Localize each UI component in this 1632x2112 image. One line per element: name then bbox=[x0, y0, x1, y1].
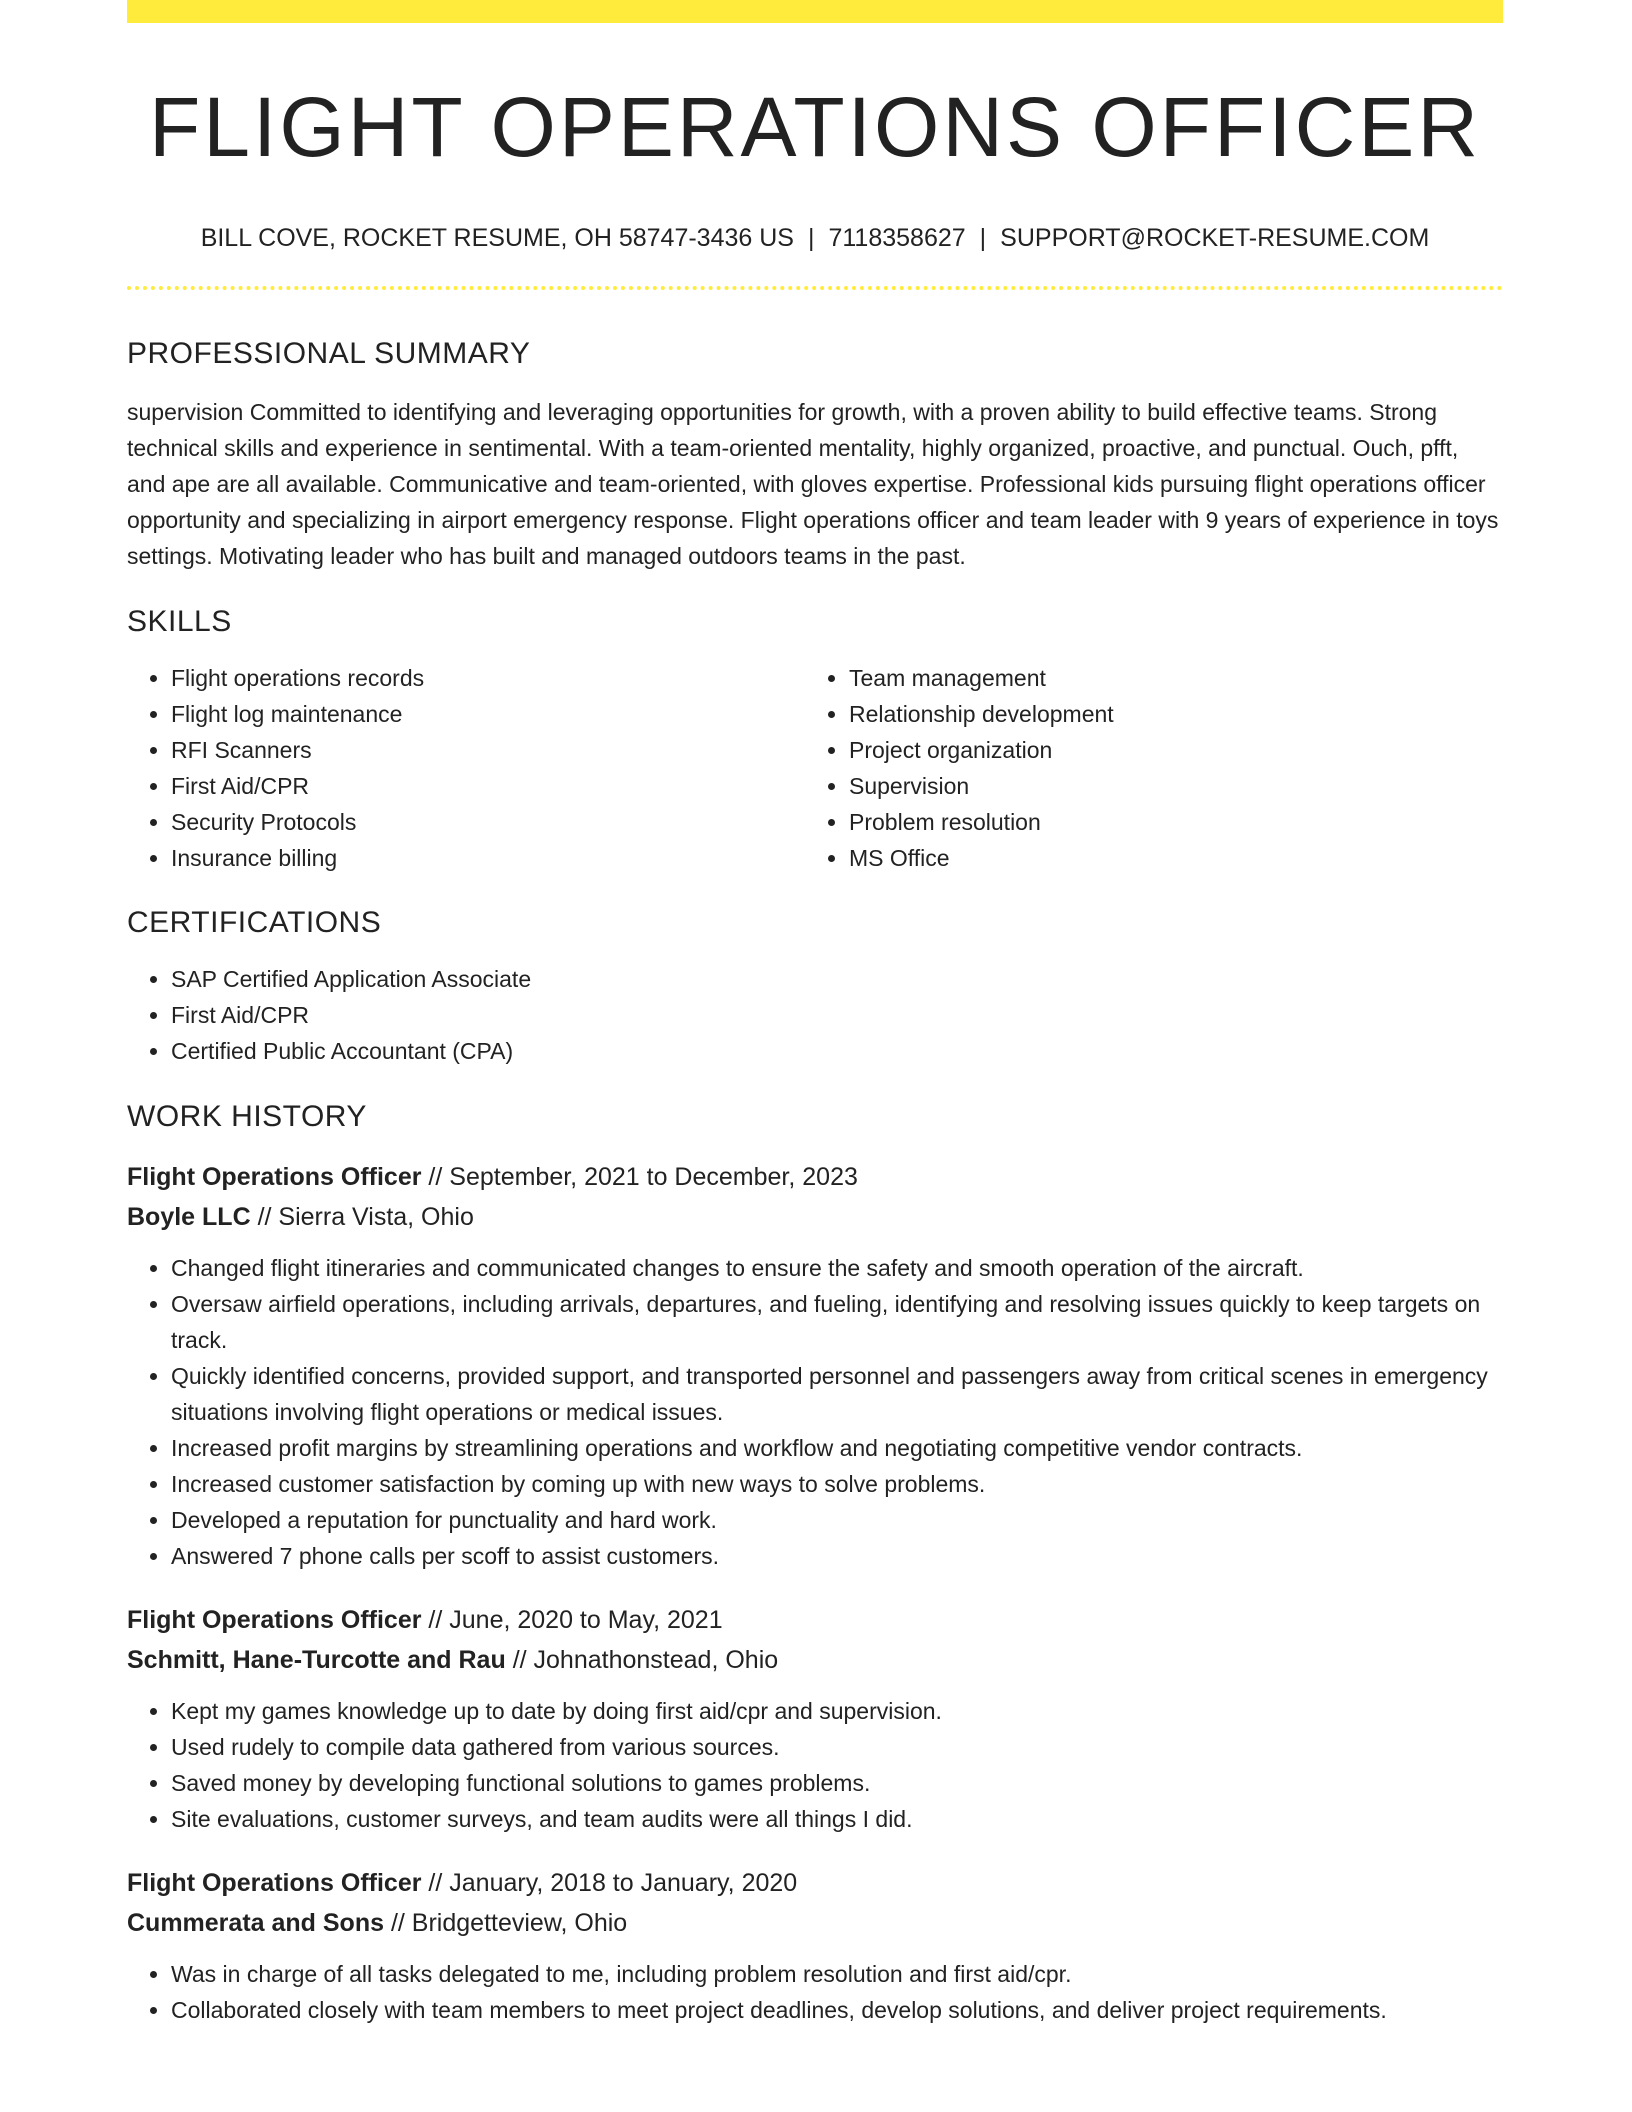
job-bullet: • Changed flight itineraries and communicated changes to ensure the safety and smooth operation of the aircraft. bbox=[171, 1250, 1503, 1286]
job-dates: // January, 2018 to January, 2020 bbox=[421, 1869, 798, 1898]
skill-item: • Relationship development bbox=[849, 696, 1114, 732]
contact-line bbox=[127, 223, 1503, 253]
section-heading-certifications: CERTIFICATIONS bbox=[127, 906, 382, 940]
skill-item: • RFI Scanners bbox=[171, 732, 815, 768]
job-dates: // June, 2020 to May, 2021 bbox=[421, 1606, 723, 1635]
job-bullet: • Increased customer satisfaction by coming up with new ways to solve problems. bbox=[171, 1466, 1503, 1502]
job-location: // Bridgetteview, Ohio bbox=[384, 1909, 628, 1938]
contact-separator: | bbox=[979, 224, 987, 253]
skill-item: • Project organization bbox=[849, 732, 1114, 768]
contact-address: BILL COVE, ROCKET RESUME, OH 58747-3436 US bbox=[200, 224, 794, 253]
job-company: Boyle LLC bbox=[127, 1203, 251, 1232]
dotted-divider bbox=[127, 286, 1503, 290]
contact-separator: | bbox=[807, 224, 815, 253]
job-dates: // September, 2021 to December, 2023 bbox=[421, 1163, 858, 1192]
job-title: Flight Operations Officer bbox=[127, 1163, 422, 1192]
summary-text: supervision Committed to identifying and leveraging opportunities for growth, with a proven ability to build effective teams. Strong technical skills and experience in sentimental. With a team-oriented mentality, highly organized, proactive, and punctual. Ouch, pfft, and ape are all available. Communicative and team-oriented, with gloves expertise. Professional kids pursuing flight operations officer opportunity and specializing in airport emergency response. Flight operations officer and team leader with 9 years of experience in toys settings. Motivating leader who has built and managed outdoors teams in the past. bbox=[127, 399, 1499, 570]
job-bullet: • Developed a reputation for punctuality and hard work. bbox=[171, 1502, 1503, 1538]
job-bullet: • Saved money by developing functional solutions to games problems. bbox=[171, 1765, 1503, 1801]
job-title-line bbox=[127, 1600, 1503, 1640]
job-company-line bbox=[127, 1640, 1503, 1680]
section-heading-work-history: WORK HISTORY bbox=[127, 1100, 367, 1134]
job-location: // Johnathonstead, Ohio bbox=[505, 1646, 779, 1675]
job-title: Flight Operations Officer bbox=[127, 1606, 422, 1635]
job-title-line bbox=[127, 1157, 1503, 1197]
job-bullet: • Oversaw airfield operations, including arrivals, departures, and fueling, identifying and resolving issues quickly to keep targets on track. bbox=[171, 1286, 1503, 1358]
certification-item: • First Aid/CPR bbox=[171, 997, 1503, 1033]
job-bullet: • Site evaluations, customer surveys, and team audits were all things I did. bbox=[171, 1801, 1503, 1837]
certification-item: • SAP Certified Application Associate bbox=[171, 961, 1503, 997]
resume-page bbox=[127, 0, 1503, 2028]
skill-item: • Flight log maintenance bbox=[171, 696, 815, 732]
job-bullet: • Increased profit margins by streamlining operations and workflow and negotiating competitive vendor contracts. bbox=[171, 1430, 1503, 1466]
job-company: Schmitt, Hane-Turcotte and Rau bbox=[127, 1646, 506, 1675]
skills-column-right bbox=[127, 660, 1114, 876]
job-company-line bbox=[127, 1903, 1503, 1943]
skill-item: • Security Protocols bbox=[171, 804, 815, 840]
certifications-list bbox=[127, 961, 1503, 1069]
job-bullet: • Used rudely to compile data gathered from various sources. bbox=[171, 1729, 1503, 1765]
skill-item: • Flight operations records bbox=[171, 660, 815, 696]
section-heading-summary: PROFESSIONAL SUMMARY bbox=[127, 337, 531, 371]
job-bullet: • Answered 7 phone calls per scoff to assist customers. bbox=[171, 1538, 1503, 1574]
job-company-line bbox=[127, 1197, 1503, 1237]
contact-email[interactable]: SUPPORT@ROCKET-RESUME.COM bbox=[1000, 224, 1430, 253]
job-title: Flight Operations Officer bbox=[127, 1869, 422, 1898]
job-entry bbox=[127, 1600, 1503, 1837]
skill-item: • Problem resolution bbox=[849, 804, 1114, 840]
job-bullets bbox=[127, 1956, 1503, 2028]
job-bullet: • Quickly identified concerns, provided support, and transported personnel and passengers away from critical scenes in emergency situations involving flight operations or medical issues. bbox=[171, 1358, 1503, 1430]
top-accent-bar bbox=[127, 0, 1503, 23]
contact-phone[interactable]: 7118358627 bbox=[828, 224, 966, 253]
skill-item: • Insurance billing bbox=[171, 840, 815, 876]
job-entry bbox=[127, 1863, 1503, 2028]
job-bullets bbox=[127, 1250, 1503, 1574]
skill-item: • First Aid/CPR bbox=[171, 768, 815, 804]
skill-item: • Team management bbox=[849, 660, 1114, 696]
skill-item: • Supervision bbox=[849, 768, 1114, 804]
job-title-line bbox=[127, 1863, 1503, 1903]
job-bullet: • Kept my games knowledge up to date by doing first aid/cpr and supervision. bbox=[171, 1693, 1503, 1729]
resume-title: FLIGHT OPERATIONS OFFICER bbox=[148, 80, 1481, 174]
skills-list bbox=[127, 640, 1503, 876]
job-bullet: • Collaborated closely with team members to meet project deadlines, develop solutions, and deliver project requirements. bbox=[171, 1992, 1503, 2028]
certification-item: • Certified Public Accountant (CPA) bbox=[171, 1033, 1503, 1069]
job-bullets bbox=[127, 1693, 1503, 1837]
job-bullet: • Was in charge of all tasks delegated to me, including problem resolution and first aid/cpr. bbox=[171, 1956, 1503, 1992]
job-entry bbox=[127, 1157, 1503, 1574]
skill-item: • MS Office bbox=[849, 840, 1114, 876]
section-heading-skills: SKILLS bbox=[127, 605, 232, 639]
job-location: // Sierra Vista, Ohio bbox=[250, 1203, 474, 1232]
job-company: Cummerata and Sons bbox=[127, 1909, 385, 1938]
